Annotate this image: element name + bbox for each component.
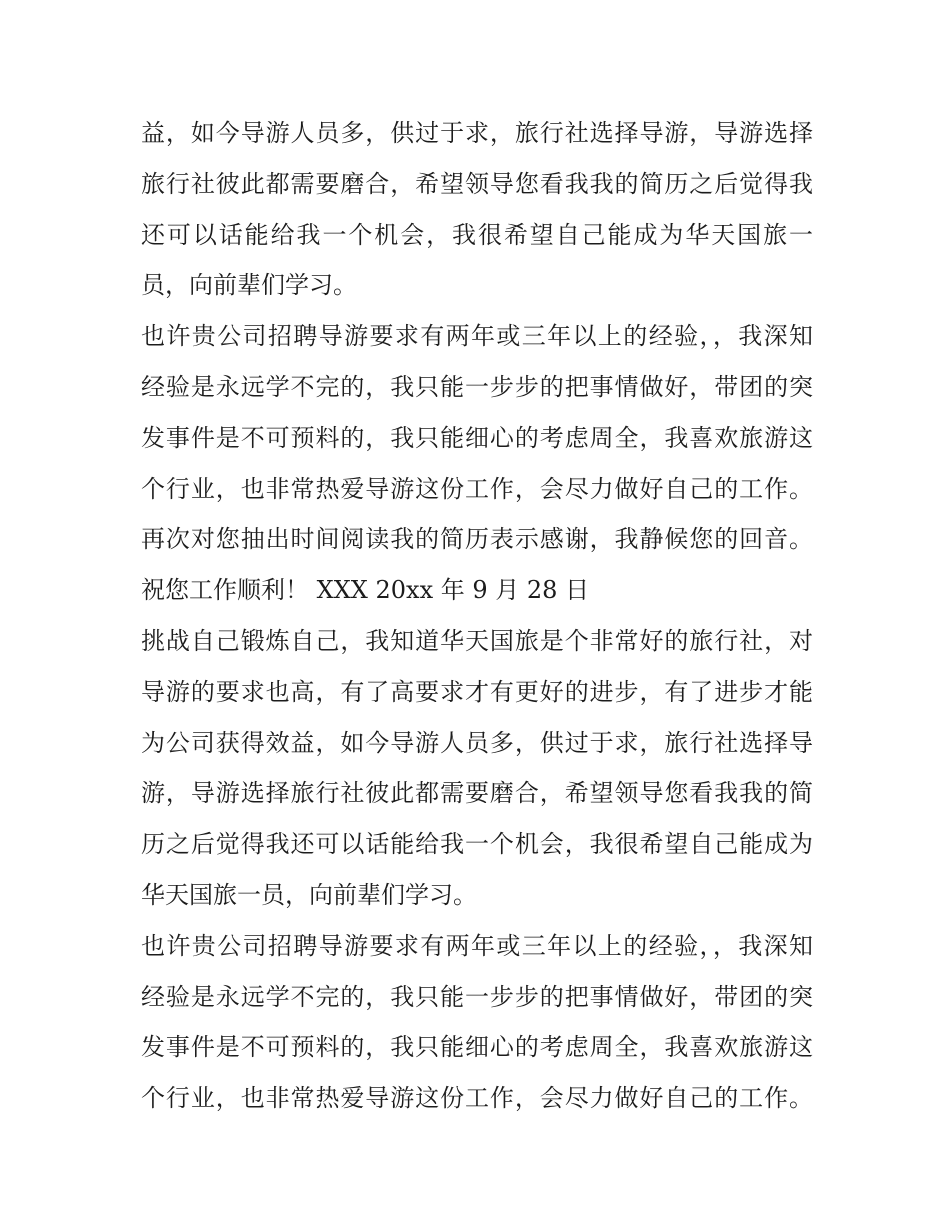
text-line: 历之后觉得我还可以话能给我一个机会，我很希望自己能成为: [141, 830, 813, 859]
text-line: 挑战自己锻炼自己，我知道华天国旅是个非常好的旅行社，对: [141, 626, 813, 655]
text-line: 为公司获得效益，如今导游人员多，供过于求，旅行社选择导: [141, 728, 813, 757]
text-line: 也许贵公司招聘导游要求有两年或三年以上的经验，，我深知: [141, 322, 813, 351]
text-line: 也许贵公司招聘导游要求有两年或三年以上的经验，，我深知: [141, 931, 813, 960]
text-line: 个行业，也非常热爱导游这份工作，会尽力做好自己的工作。: [141, 474, 813, 503]
text-line: 还可以话能给我一个机会，我很希望自己能成为华天国旅一: [141, 220, 813, 249]
text-line: 经验是永远学不完的，我只能一步步的把事情做好，带团的突: [141, 982, 813, 1011]
document-body: [141, 108, 813, 1124]
text-line: 经验是永远学不完的，我只能一步步的把事情做好，带团的突: [141, 372, 813, 401]
text-line: 发事件是不可预料的，我只能细心的考虑周全，我喜欢旅游这: [141, 423, 813, 452]
text-line: 祝您工作顺利！ XXX 20xx 年 9 月 28 日: [141, 576, 590, 605]
text-line: 员，向前辈们学习。: [141, 271, 357, 300]
text-line: 益，如今导游人员多，供过于求，旅行社选择导游，导游选择: [141, 119, 813, 147]
text-line: 再次对您抽出时间阅读我的简历表示感谢，我静候您的回音。: [141, 525, 813, 554]
text-line: 发事件是不可预料的，我只能细心的考虑周全，我喜欢旅游这: [141, 1033, 813, 1062]
text-line: 个行业，也非常热爱导游这份工作，会尽力做好自己的工作。: [141, 1084, 813, 1113]
text-line: 导游的要求也高，有了高要求才有更好的进步，有了进步才能: [141, 677, 813, 706]
text-line: 游，导游选择旅行社彼此都需要磨合，希望领导您看我我的简: [141, 779, 813, 808]
text-line: 华天国旅一员，向前辈们学习。: [141, 880, 477, 909]
text-line: 旅行社彼此都需要磨合，希望领导您看我我的简历之后觉得我: [141, 169, 813, 198]
